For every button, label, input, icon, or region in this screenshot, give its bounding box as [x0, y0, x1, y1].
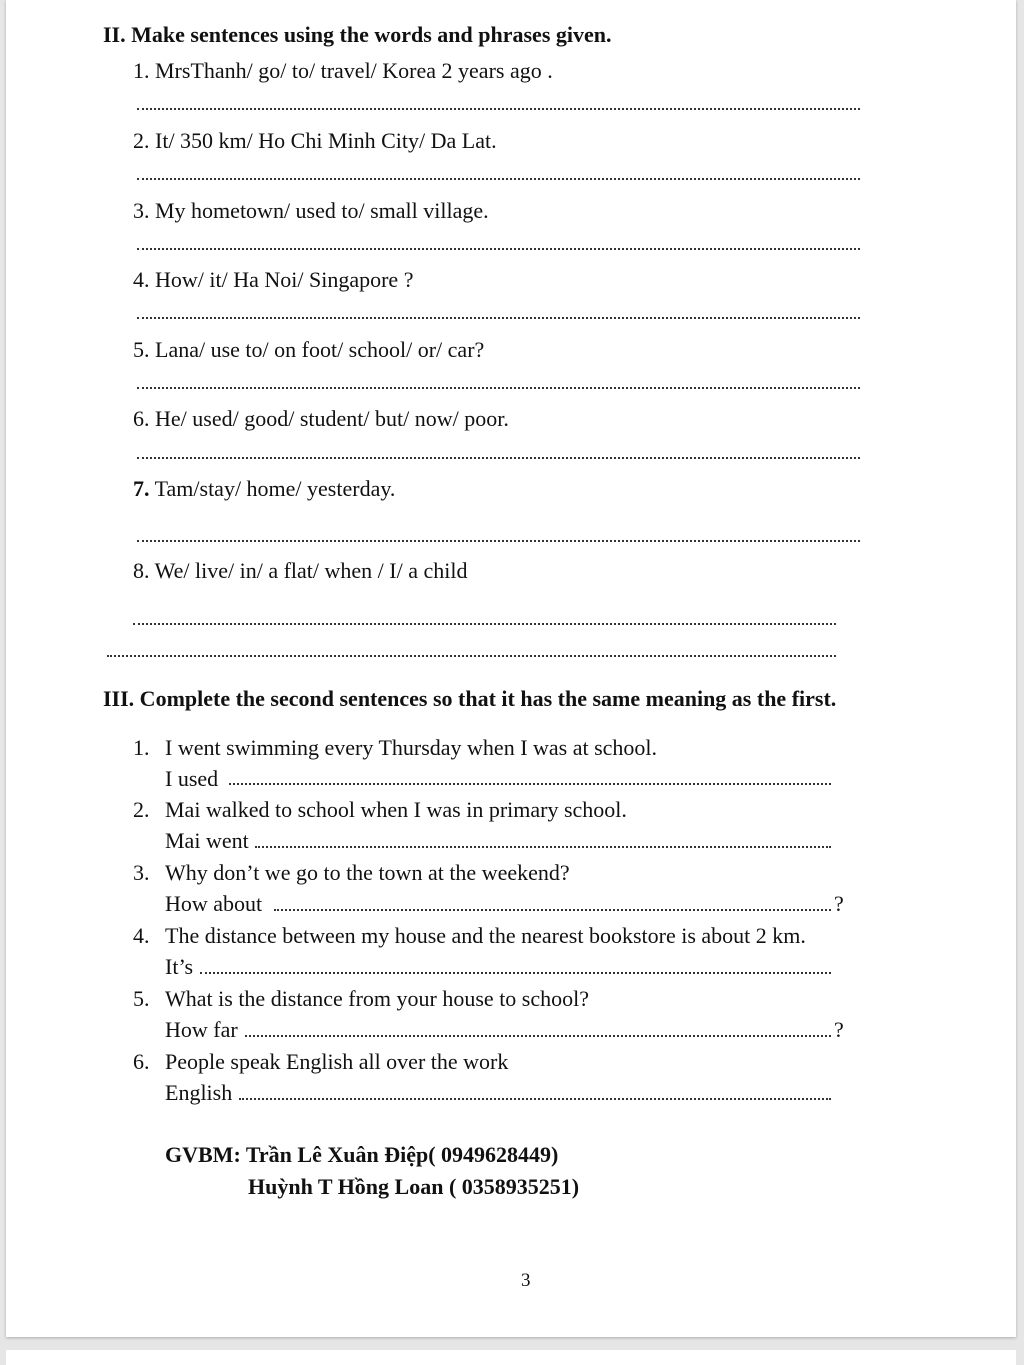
- s3-answer-line-2[interactable]: [255, 846, 831, 848]
- s2-answer-line-1[interactable]: [137, 108, 860, 110]
- s3-item-1-prompt: I used: [165, 766, 219, 791]
- s2-item-4-num: 4.: [133, 267, 150, 292]
- s3-item-2-prompt: Mai went: [165, 828, 249, 853]
- s3-item-6-text: People speak English all over the work: [165, 1049, 509, 1074]
- s2-answer-line-3[interactable]: [137, 248, 860, 250]
- s3-item-5-prompt: How far: [165, 1017, 238, 1042]
- s3-item-3-num: 3.: [133, 860, 150, 885]
- s3-item-2-text: Mai walked to school when I was in primary school.: [165, 797, 627, 822]
- s2-item-6-text: He/ used/ good/ student/ but/ now/ poor.: [155, 406, 509, 431]
- s2-item-6: [133, 406, 509, 432]
- teacher-signature-line-2: Huỳnh T Hồng Loan ( 0358935251): [248, 1174, 580, 1199]
- s2-item-8: [133, 558, 467, 584]
- s2-item-4-text: How/ it/ Ha Noi/ Singapore ?: [155, 267, 414, 292]
- s3-item-6-prompt: English: [165, 1080, 233, 1105]
- s2-item-5-num: 5.: [133, 337, 150, 362]
- s2-item-4: [133, 267, 413, 293]
- s3-item-4-prompt: It’s: [165, 954, 194, 979]
- s3-item-4-text: The distance between my house and the nearest bookstore is about 2 km.: [165, 923, 806, 948]
- s2-item-2: [133, 128, 497, 154]
- s2-item-7-num: 7.: [133, 476, 150, 501]
- s3-item-3-prompt: How about: [165, 891, 263, 916]
- s2-item-7: [133, 476, 395, 502]
- s2-answer-line-5[interactable]: [137, 387, 860, 389]
- s3-answer-line-1[interactable]: [229, 783, 831, 785]
- section-2-heading: II. Make sentences using the words and phrases given.: [103, 22, 612, 47]
- s2-item-2-num: 2.: [133, 128, 150, 153]
- s3-item-3-end-mark: ?: [834, 891, 844, 916]
- s3-item-5-text: What is the distance from your house to school?: [165, 986, 590, 1011]
- s2-item-1-text: MrsThanh/ go/ to/ travel/ Korea 2 years ago .: [155, 58, 553, 83]
- s3-item-3-text: Why don’t we go to the town at the weekend?: [165, 860, 570, 885]
- s2-item-5: [133, 337, 484, 363]
- s3-answer-line-5[interactable]: [245, 1035, 831, 1037]
- s2-answer-line-8a[interactable]: [133, 623, 836, 625]
- s2-item-3-text: My hometown/ used to/ small village.: [155, 198, 489, 223]
- s3-item-1-num: 1.: [133, 735, 150, 760]
- s2-answer-line-7[interactable]: [137, 540, 860, 542]
- s2-item-3-num: 3.: [133, 198, 150, 223]
- section-3-heading: III. Complete the second sentences so that it has the same meaning as the first.: [103, 686, 837, 711]
- s3-item-5-end-mark: ?: [834, 1017, 844, 1042]
- s2-item-2-text: It/ 350 km/ Ho Chi Minh City/ Da Lat.: [155, 128, 497, 153]
- s2-answer-line-6[interactable]: [137, 457, 860, 459]
- s2-item-7-text: Tam/stay/ home/ yesterday.: [154, 476, 396, 501]
- s2-item-8-num: 8.: [133, 558, 150, 583]
- teacher-signature-line-1: GVBM: Trần Lê Xuân Điệp( 0949628449): [165, 1142, 559, 1167]
- s2-item-1: [133, 58, 553, 84]
- s3-item-2-num: 2.: [133, 797, 150, 822]
- s2-answer-line-4[interactable]: [137, 317, 860, 319]
- s2-item-6-num: 6.: [133, 406, 150, 431]
- s2-answer-line-8b[interactable]: [107, 655, 836, 657]
- s3-item-1-text: I went swimming every Thursday when I was at school.: [165, 735, 658, 760]
- s3-item-6-num: 6.: [133, 1049, 150, 1074]
- page-number: 3: [521, 1270, 531, 1291]
- s3-answer-line-3[interactable]: [274, 909, 831, 911]
- next-page-edge: [6, 1350, 1016, 1365]
- s2-item-3: [133, 198, 489, 224]
- s3-answer-line-6[interactable]: [239, 1098, 831, 1100]
- s2-item-5-text: Lana/ use to/ on foot/ school/ or/ car?: [155, 337, 485, 362]
- s3-item-5-num: 5.: [133, 986, 150, 1011]
- s3-item-4-num: 4.: [133, 923, 150, 948]
- s2-answer-line-2[interactable]: [137, 178, 860, 180]
- s3-answer-line-4[interactable]: [200, 972, 831, 974]
- s2-item-8-text: We/ live/ in/ a flat/ when / I/ a child: [154, 558, 468, 583]
- s2-item-1-num: 1.: [133, 58, 150, 83]
